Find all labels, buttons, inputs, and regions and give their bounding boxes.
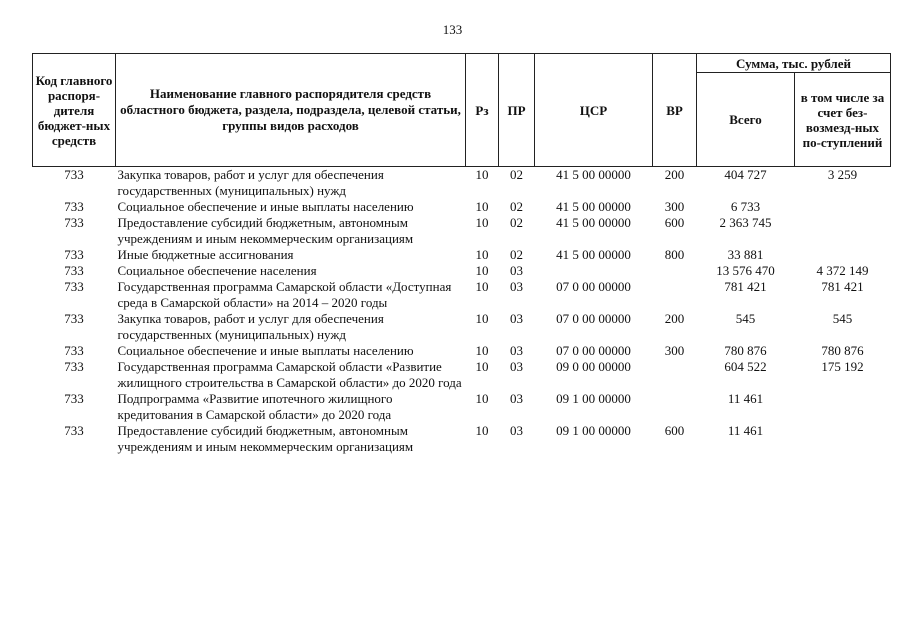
cell-name: Предоставление субсидий бюджетным, автономным учреждениям и иным некоммерческим организациям (117, 215, 414, 246)
cell-pr: 03 (510, 279, 523, 294)
cell-rz: 10 (475, 343, 489, 358)
table-body (33, 167, 891, 456)
cell-name: Государственная программа Самарской области «Доступная среда в Самарской области» на 2014 – 2020 годы (117, 279, 452, 310)
cell-vr: 800 (664, 247, 685, 262)
cell-csr: 09 1 00 00000 (556, 423, 631, 438)
cell-total: 6 733 (730, 199, 761, 214)
table-row (33, 343, 891, 359)
cell-rz: 10 (475, 215, 489, 230)
table-row (33, 279, 891, 311)
table-row (33, 247, 891, 263)
cell-code: 733 (64, 167, 84, 182)
table-row (33, 359, 891, 391)
cell-vr (653, 359, 697, 391)
cell-csr: 41 5 00 00000 (556, 167, 631, 182)
cell-total: 13 576 470 (716, 263, 775, 278)
cell-total: 33 881 (727, 247, 764, 262)
cell-code: 733 (64, 215, 84, 230)
cell-name: Государственная программа Самарской области «Развитие жилищного строительства в Самарской области» до 2020 года (117, 359, 462, 390)
cell-vr: 300 (664, 343, 685, 358)
cell-code: 733 (64, 359, 84, 374)
page-number: 133 (442, 22, 463, 37)
cell-code: 733 (64, 199, 84, 214)
cell-csr: 07 0 00 00000 (556, 343, 631, 358)
cell-csr: 07 0 00 00000 (556, 311, 631, 326)
cell-vr: 300 (664, 199, 685, 214)
cell-vr: 600 (664, 215, 685, 230)
cell-name: Подпрограмма «Развитие ипотечного жилищного кредитования в Самарской области» до 2020 года (117, 391, 393, 422)
table-row (33, 263, 891, 279)
cell-free: 4 372 149 (816, 263, 869, 278)
cell-name: Иные бюджетные ассигнования (117, 247, 294, 262)
header-rz: Рз (466, 54, 499, 167)
cell-total: 780 876 (724, 343, 767, 358)
cell-pr: 03 (510, 359, 523, 374)
cell-free (795, 391, 891, 423)
table-row (33, 311, 891, 343)
cell-free (795, 247, 891, 263)
cell-rz: 10 (475, 391, 489, 406)
cell-rz: 10 (475, 263, 489, 278)
cell-csr: 41 5 00 00000 (556, 199, 631, 214)
cell-pr: 02 (510, 247, 523, 262)
cell-free: 545 (832, 311, 853, 326)
cell-rz: 10 (475, 279, 489, 294)
cell-vr: 600 (664, 423, 685, 438)
cell-code: 733 (64, 247, 84, 262)
cell-csr: 07 0 00 00000 (556, 279, 631, 294)
table-row (33, 199, 891, 215)
cell-code: 733 (64, 343, 84, 358)
cell-code: 733 (64, 391, 84, 406)
cell-free: 3 259 (827, 167, 858, 182)
cell-rz: 10 (475, 199, 489, 214)
table-row (33, 167, 891, 200)
cell-pr: 03 (510, 343, 523, 358)
cell-csr: 41 5 00 00000 (556, 215, 631, 230)
cell-code: 733 (64, 279, 84, 294)
cell-total: 604 522 (724, 359, 767, 374)
table-row (33, 391, 891, 423)
header-vr: ВР (653, 54, 697, 167)
cell-vr (653, 279, 697, 311)
cell-free (795, 423, 891, 455)
table-row (33, 423, 891, 455)
cell-rz: 10 (475, 423, 489, 438)
cell-rz: 10 (475, 311, 489, 326)
cell-pr: 03 (510, 391, 523, 406)
cell-total: 404 727 (724, 167, 767, 182)
cell-free: 175 192 (821, 359, 864, 374)
cell-pr: 03 (510, 423, 523, 438)
cell-free: 781 421 (821, 279, 864, 294)
cell-vr: 200 (664, 311, 685, 326)
cell-rz: 10 (475, 247, 489, 262)
header-code: Код главного распоря-дителя бюджет-ных средств (33, 54, 116, 167)
cell-code: 733 (64, 423, 84, 438)
cell-vr (653, 391, 697, 423)
cell-pr: 03 (510, 263, 523, 278)
header-free: в том числе за счет без-возмезд-ных по-ступлений (795, 73, 891, 167)
cell-total: 545 (735, 311, 756, 326)
cell-pr: 03 (510, 311, 523, 326)
cell-pr: 02 (510, 215, 523, 230)
header-name: Наименование главного распорядителя средств областного бюджета, раздела, подраздела, целевой статьи, группы видов расходов (116, 54, 466, 167)
cell-csr: 09 0 00 00000 (556, 359, 631, 374)
cell-pr: 02 (510, 167, 523, 182)
cell-total: 11 461 (727, 423, 764, 438)
header-total: Всего (697, 73, 795, 167)
cell-name: Закупка товаров, работ и услуг для обеспечения государственных (муниципальных) нужд (117, 311, 384, 342)
header-pr: ПР (499, 54, 535, 167)
header-sum: Сумма, тыс. рублей (697, 54, 891, 73)
cell-csr: 41 5 00 00000 (556, 247, 631, 262)
header-csr: ЦСР (535, 54, 653, 167)
cell-csr: 09 1 00 00000 (556, 391, 631, 406)
table-header (33, 54, 891, 167)
cell-name: Закупка товаров, работ и услуг для обеспечения государственных (муниципальных) нужд (117, 167, 384, 198)
cell-vr (653, 263, 697, 279)
cell-name: Социальное обеспечение и иные выплаты населению (117, 199, 414, 214)
cell-rz: 10 (475, 167, 489, 182)
cell-free: 780 876 (821, 343, 864, 358)
budget-table (32, 53, 891, 455)
cell-csr (535, 263, 653, 279)
cell-free (795, 215, 891, 247)
cell-vr: 200 (664, 167, 685, 182)
cell-rz: 10 (475, 359, 489, 374)
table-row (33, 215, 891, 247)
cell-name: Социальное обеспечение населения (117, 263, 317, 278)
cell-total: 2 363 745 (719, 215, 772, 230)
cell-name: Предоставление субсидий бюджетным, автономным учреждениям и иным некоммерческим организациям (117, 423, 414, 454)
cell-code: 733 (64, 311, 84, 326)
cell-total: 781 421 (724, 279, 767, 294)
cell-code: 733 (64, 263, 84, 278)
cell-total: 11 461 (727, 391, 764, 406)
cell-name: Социальное обеспечение и иные выплаты населению (117, 343, 414, 358)
cell-pr: 02 (510, 199, 523, 214)
cell-free (795, 199, 891, 215)
